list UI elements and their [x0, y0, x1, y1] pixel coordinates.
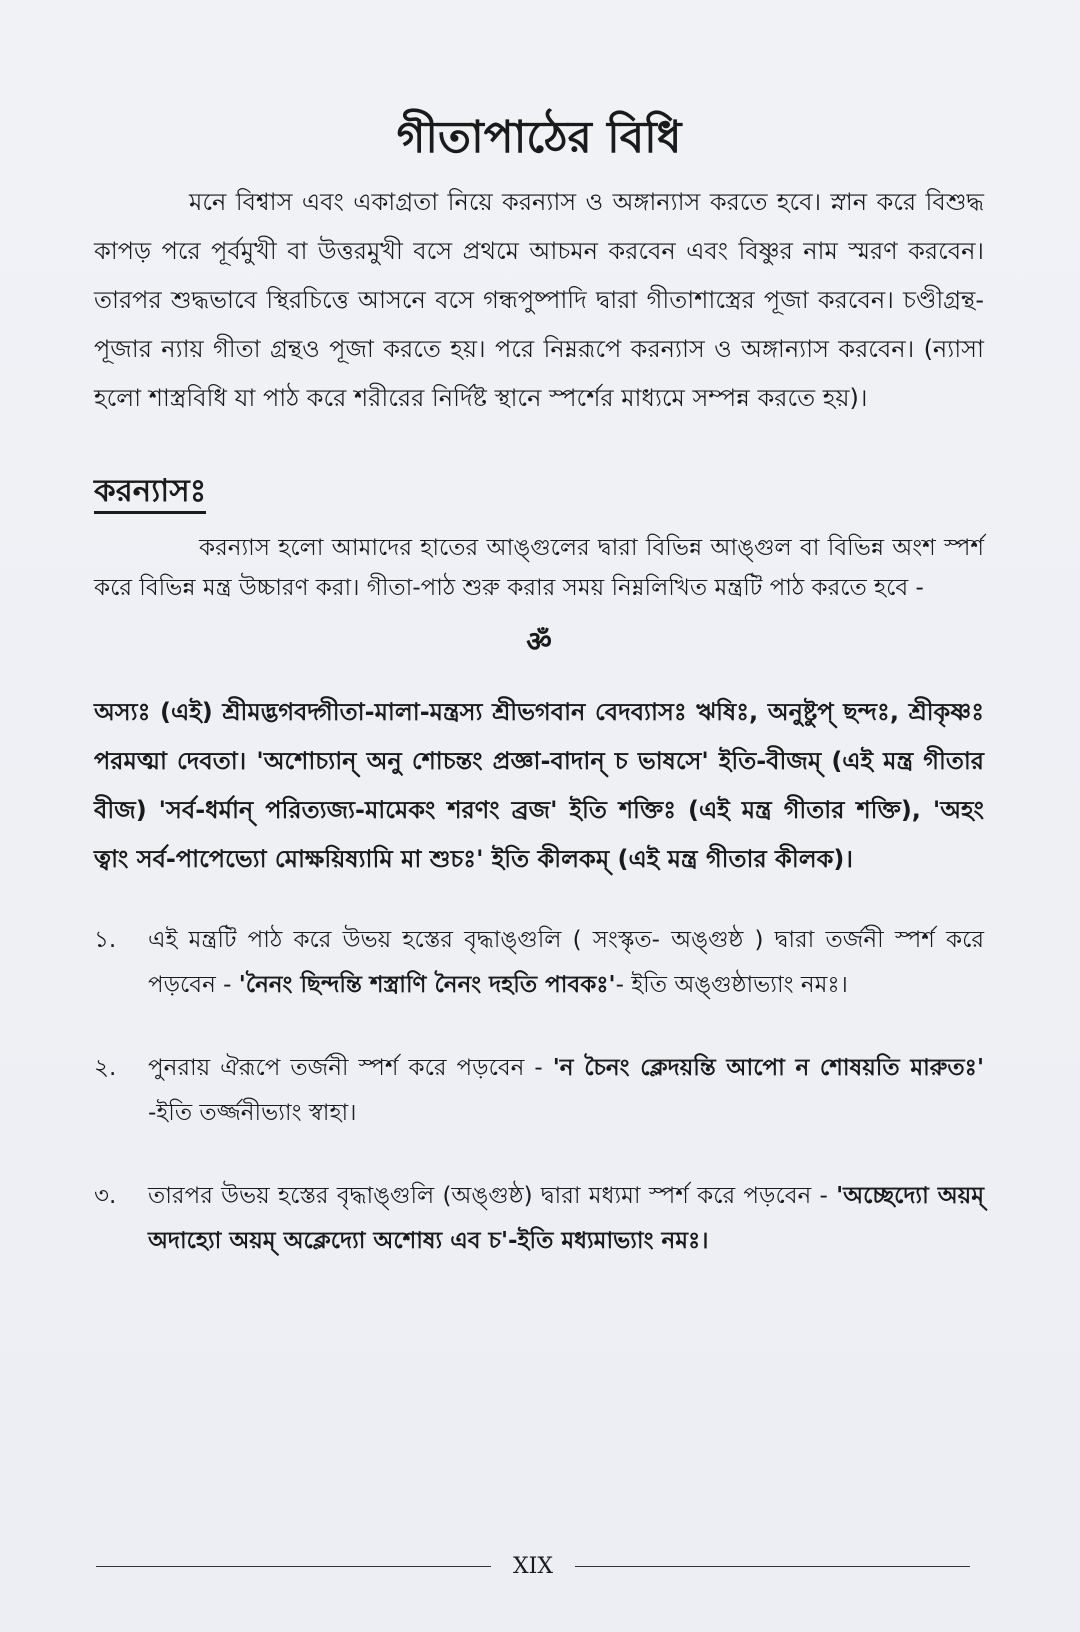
step-mantra: 'ন চৈনং ক্লেদয়ন্তি আপো ন শোষয়তি মারুতঃ' — [552, 1055, 984, 1081]
list-item — [94, 918, 984, 1008]
step-text — [148, 918, 984, 1008]
main-mantra: অস্যঃ (এই) শ্রীমদ্ভগবদ্গীতা-মালা-মন্ত্রস্য শ্রীভগবান বেদব্যাসঃ ঋষিঃ, অনুষ্টুপ্ ছন্দঃ, শ্রীকৃষ্ণঃ পরমত্মা দেবতা। 'অশোচ্যান্ অনু শোচন্তং প্রজ্ঞা-বাদান্ চ ভাষসে' ইতি-বীজম্ (এই মন্ত্র গীতার বীজ) 'সর্ব-ধর্মান্ পরিত্যজ্য-মামেকং শরণং ব্রজ' ইতি শক্তিঃ (এই মন্ত্র গীতার শক্তি), 'অহং ত্বাং সর্ব-পাপেভ্যো মোক্ষয়িষ্যামি মা শুচঃ' ইতি কীলকম্ (এই মন্ত্র গীতার কীলক)। — [94, 698, 984, 873]
page-number: XIX — [513, 1554, 554, 1579]
intro-paragraph: মনে বিশ্বাস এবং একাগ্রতা নিয়ে করন্যাস ও অঙ্গান্যাস করতে হবে। স্নান করে বিশুদ্ধ কাপড় পরে পূর্বমুখী বা উত্তরমুখী বসে প্রথমে আচমন করবেন এবং বিষ্ণুর নাম স্মরণ করবেন। তারপর শুদ্ধভাবে স্থিরচিত্তে আসনে বসে গন্ধপুষ্পাদি দ্বারা গীতাশাস্ত্রের পূজা করবেন। চণ্ডীগ্রন্থ-পূজার ন্যায় গীতা গ্রন্থও পূজা করতে হয়। পরে নিম্নরূপে করন্যাস ও অঙ্গান্যাস করবেন। (ন্যাসা হলো শাস্ত্রবিধি যা পাঠ করে শরীরের নির্দিষ্ট স্থানে স্পর্শের মাধ্যমে সম্পন্ন করতে হয়)। — [94, 188, 984, 412]
step-mantra: 'অচ্ছেদ্যো অয়ম্ অদাহ্যো অয়ম্ অক্লেদ্যো অশোষ্য এব চ'-ইতি মধ্যমাভ্যাং নমঃ। — [148, 1183, 984, 1254]
step-number: ৩. — [94, 1183, 117, 1209]
section-description-text: করন্যাস হলো আমাদের হাতের আঙ্গুলের দ্বারা বিভিন্ন আঙ্গুল বা বিভিন্ন অংশ স্পর্শ করে বিভিন্ন মন্ত্র উচ্চারণ করা। গীতা-পাঠ শুরু করার সময় নিম্নলিখিত মন্ত্রটি পাঠ করতে হবে - — [94, 535, 984, 601]
step-instruction: পুনরায় ঐরূপে তর্জনী স্পর্শ করে পড়বেন - — [148, 1055, 553, 1081]
step-text — [148, 1174, 984, 1264]
list-item — [94, 1174, 984, 1264]
om-symbol: ॐ — [526, 625, 552, 658]
section-description — [94, 528, 984, 608]
step-number: ১. — [94, 927, 117, 953]
page-footer — [96, 1554, 970, 1579]
page-title: গীতাপাঠের বিধি — [396, 112, 682, 163]
step-closing: -ইতি তর্জ্জনীভ্যাং স্বাহা। — [148, 1100, 357, 1126]
steps-list — [94, 918, 984, 1264]
step-closing: - ইতি অঙ্গুষ্ঠাভ্যাং নমঃ। — [615, 972, 848, 998]
list-item — [94, 1046, 984, 1136]
step-instruction: তারপর উভয় হস্তের বৃদ্ধাঙ্গুলি (অঙ্গুষ্ঠ) দ্বারা মধ্যমা স্পর্শ করে পড়বেন - — [148, 1183, 837, 1209]
step-instruction: এই মন্ত্রটি পাঠ করে উভয় হস্তের বৃদ্ধাঙ্গুলি ( সংস্কৃত- অঙ্গুষ্ঠ ) দ্বারা তর্জনী স্পর্শ করে পড়বেন - — [148, 927, 984, 998]
step-text — [148, 1046, 984, 1136]
step-mantra: 'নৈনং ছিন্দন্তি শস্ত্রাণি নৈনং দহতি পাবকঃ' — [238, 972, 616, 998]
step-number: ২. — [94, 1055, 117, 1081]
section-heading: করন্যাসঃ — [94, 471, 206, 514]
footer-rule-right — [575, 1566, 970, 1567]
footer-rule-left — [96, 1566, 491, 1567]
